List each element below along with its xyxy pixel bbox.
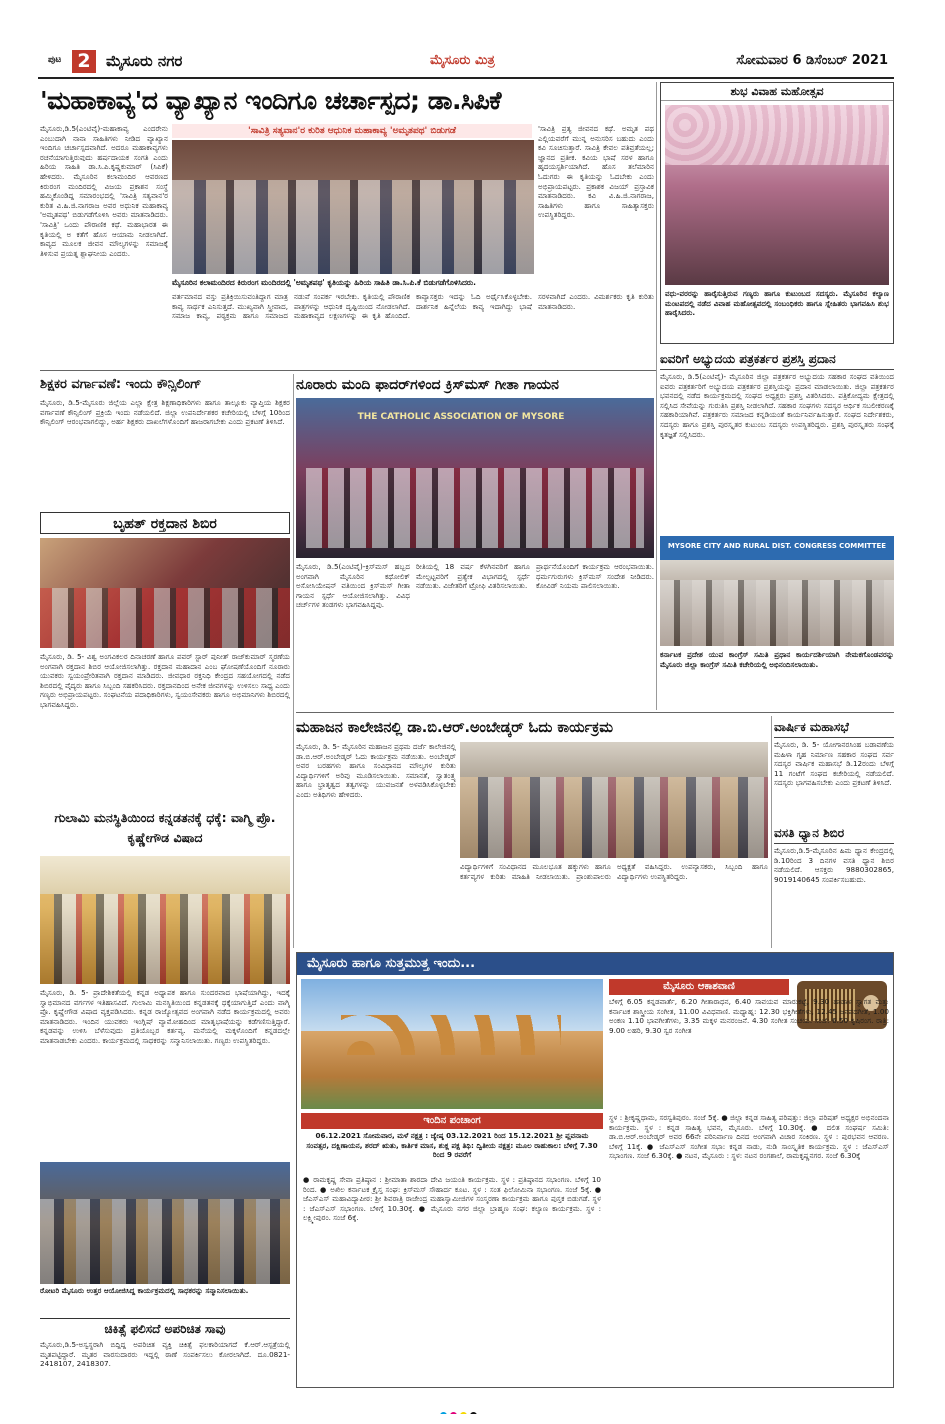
today-box: [296, 952, 894, 1388]
award-headline: ಐವರಿಗೆ ಅಭ್ಯುದಯ ಪತ್ರಕರ್ತರ ಪ್ರಶಸ್ತಿ ಪ್ರದಾನ: [660, 348, 894, 370]
slavery-body: ಮೈಸೂರು, ಡಿ. 5- ಪ್ರಾದೇಶಿಕತೆಯಲ್ಲಿ ಕನ್ನಡ ಅಧ್ಯಾಪಕ ಹಾಗೂ ಸುಂದರವಾದ ಭಾಷೆಯಾಗಿದ್ದು, ಇದಕ್ಕೆ ಸ್ವಾಭಿಮಾನದ ವರ್ಗಗಳ ಇತಿಹಾಸವಿದೆ. ಗುಲಾಮಿ ಮನಸ್ಥಿತಿಯಿಂದ ಕನ್ನಡತನಕ್ಕೆ ಧಕ್ಕೆಯಾಗುತ್ತಿದೆ ಎಂದು ವಾಗ್ಮಿ ಪ್ರೊ. ಕೃಷ್ಣೇಗೌಡ ವಿಷಾದ ವ್ಯಕ್ತಪಡಿಸಿದರು. ಕನ್ನಡ ರಾಜ್ಯೋತ್ಸವದ ಅಂಗವಾಗಿ ನಡೆದ ಕಾರ್ಯಕ್ರಮದಲ್ಲಿ ಅವರು ಮಾತನಾಡಿದರು. ಇಂದಿನ ಯುವಕರು ಇಂಗ್ಲಿಷ್ ವ್ಯಾಮೋಹದಿಂದ ಮಾತೃಭಾಷೆಯನ್ನು ಕಡೆಗಣಿಸುತ್ತಿದ್ದಾರೆ. ಕನ್ನಡವನ್ನು ಉಳಿಸಿ ಬೆಳೆಸುವುದು ಪ್ರತಿಯೊಬ್ಬರ ಕರ್ತವ್ಯ. ಮನೆಯಲ್ಲಿ ಮಕ್ಕಳೊಂದಿಗೆ ಕನ್ನಡದಲ್ಲೇ ಮಾತನಾಡಬೇಕು ಎಂದರು. ಕಾರ್ಯಕ್ರಮದಲ್ಲಿ ಸಾಧಕರನ್ನು ಸನ್ಮಾನಿಸಲಾಯಿತು. ಗಣ್ಯರು ಉಪಸ್ಥಿತರಿದ್ದರು.: [40, 988, 290, 1045]
wedding-floral-arch: [665, 105, 889, 165]
award-body: ಮೈಸೂರು, ಡಿ.5(ಎಂಟಿವೈ)- ಮೈಸೂರಿನ ಜಿಲ್ಲಾ ಪತ್ರಕರ್ತರ ಅಭ್ಯುದಯ ಸಹಕಾರ ಸಂಘದ ವತಿಯಿಂದ ಐವರು ಪತ್ರಕರ್ತರಿಗೆ ಅಭ್ಯುದಯ ಪತ್ರಕರ್ತರ ಪ್ರಶಸ್ತಿಯನ್ನು ಪ್ರದಾನ ಮಾಡಲಾಯಿತು. ಜಿಲ್ಲಾ ಪತ್ರಕರ್ತರ ಭವನದಲ್ಲಿ ನಡೆದ ಕಾರ್ಯಕ್ರಮದಲ್ಲಿ ಸಂಘದ ಅಧ್ಯಕ್ಷರು ಪ್ರಶಸ್ತಿ ವಿತರಿಸಿದರು. ಪತ್ರಿಕೋದ್ಯಮ ಕ್ಷೇತ್ರದಲ್ಲಿ ಸಲ್ಲಿಸಿದ ಸೇವೆಯನ್ನು ಗುರುತಿಸಿ ಪ್ರಶಸ್ತಿ ನೀಡಲಾಗಿದೆ. ಸಹಕಾರ ಸಂಘಗಳು ಸದಸ್ಯರ ಆರ್ಥಿಕ ಸಬಲೀಕರಣಕ್ಕೆ ಸಹಕಾರಿಯಾಗಿವೆ. ಪತ್ರಕರ್ತರು ಸಮಾಜದ ಕನ್ನಡಿಯಂತೆ ಕಾರ್ಯನಿರ್ವಹಿಸುತ್ತಾರೆ. ಸಂಘದ ನಿರ್ದೇಶಕರು, ಸದಸ್ಯರು ಹಾಗೂ ಪ್ರಶಸ್ತಿ ಪುರಸ್ಕೃತರ ಕುಟುಂಬ ಸದಸ್ಯರು ಉಪಸ್ಥಿತರಿದ್ದರು. ಪ್ರಶಸ್ತಿ ಪುರಸ್ಕೃತರು ಸಂಘಕ್ಕೆ ಕೃತಜ್ಞತೆ ಸಲ್ಲಿಸಿದರು.: [660, 372, 894, 439]
congress-photo: [660, 536, 894, 646]
black-dot: [470, 1412, 477, 1414]
slavery-photo-2: [40, 1162, 290, 1284]
christmas-col-2: ರೀತಿಯಲ್ಲಿ 18 ವರ್ಷ ಕೆಳಗಿನವರಿಗೆ ಹಾಗೂ ಮೇಲ್ಪಟ್ಟವರಿಗೆ ಪ್ರತ್ಯೇಕ ವಿಭಾಗದಲ್ಲಿ ಸ್ಪರ್ಧೆ ನಡೆಯಿತು. ವಿಜೇತರಿಗೆ ಟ್ರೋಫಿ ವಿತರಿಸಲಾಯಿತು.: [416, 562, 530, 591]
column-rule: [656, 82, 657, 710]
lead-photo-people: [172, 180, 534, 274]
wedding-caption: ವಧು-ವರರನ್ನು ಹಾರೈಸುತ್ತಿರುವ ಗಣ್ಯರು ಹಾಗೂ ಕುಟುಂಬದ ಸದಸ್ಯರು. ಮೈಸೂರಿನ ಕಲ್ಯಾಣ ಮಂಟಪದಲ್ಲಿ ನಡೆದ ವಿವಾಹ ಮಹೋತ್ಸವದಲ್ಲಿ ಸಂಬಂಧಿಕರು ಹಾಗೂ ಸ್ನೇಹಿತರು ಭಾಗವಹಿಸಿ ಶುಭ ಹಾರೈಸಿದರು.: [665, 289, 889, 318]
lead-photo-caption: ಮೈಸೂರಿನ ಕಲಾಮಂದಿರದ ಕಿರುರಂಗ ಮಂದಿರದಲ್ಲಿ 'ಅಮೃತಪಥ' ಕೃತಿಯನ್ನು ಹಿರಿಯ ಸಾಹಿತಿ ಡಾ.ಸಿ.ಪಿ.ಕೆ ಬಿಡುಗಡೆಗೊಳಿಸಿದರು.: [172, 278, 477, 287]
christmas-choir: [306, 468, 644, 548]
lead-headline: 'ಮಹಾಕಾವ್ಯ'ದ ವ್ಯಾಖ್ಯಾನ ಇಂದಿಗೂ ಚರ್ಚಾಸ್ಪದ; ಡಾ.ಸಿಪಿಕೆ: [40, 86, 501, 115]
wedding-title: ಶುಭ ವಿವಾಹ ಮಹೋತ್ಸವ: [661, 83, 893, 101]
hostel-headline: ವಸತಿ ಧ್ಯಾನ ಶಿಬಿರ: [774, 822, 894, 844]
hostel-body: ಮೈಸೂರು,ಡಿ.5-ಮೈಸೂರಿನ ಹಿಮ ಧ್ಯಾನ ಕೇಂದ್ರದಲ್ಲಿ ಡಿ.10ರಿಂದ 3 ದಿನಗಳ ವಸತಿ ಧ್ಯಾನ ಶಿಬಿರ ನಡೆಯಲಿದೆ. ಆಸಕ್ತರು 9880302865, 9019140645 ಸಂಪರ್ಕಿಸಬಹುದು.: [774, 846, 894, 884]
column-rule: [293, 374, 294, 948]
lead-photo: [172, 140, 534, 274]
lead-column-1: ಮೈಸೂರು,ಡಿ.5(ಎಂಟಿವೈ)-ಮಹಾಕಾವ್ಯ ಎಂದರೇನು ಎಂಬುದಾಗಿ ನಾನಾ ಸಾಹಿತಿಗಳು ನೀಡಿದ ವ್ಯಾಖ್ಯಾನ ಇಂದಿಗೂ ಚರ್ಚಾಸ್ಪದವಾಗಿದೆ. ಅದರೂ ಮಹಾಕಾವ್ಯಗಳು ರಚನೆಯಾಗುತ್ತಿರುವುದು ಹರ್ಷದಾಯಕ ಸಂಗತಿ ಎಂದು ಹಿರಿಯ ಸಾಹಿತಿ ಡಾ.ಸಿ.ಪಿ.ಕೃಷ್ಣಕುಮಾರ್ (ಸಿಪಿಕೆ) ಹೇಳಿದರು. ಮೈಸೂರಿನ ಕಲಾಮಂದಿರ ಆವರಣದ ಕಿರುರಂಗ ಮಂದಿರದಲ್ಲಿ ವಿಜಯ ಪ್ರಕಾಶನ ಸಂಸ್ಥೆ ಹಮ್ಮಿಕೊಂಡಿದ್ದ ಸಮಾರಂಭದಲ್ಲಿ 'ಸಾವಿತ್ರಿ ಸತ್ಯವಾನ'ರ ಕುರಿತ ವಿ.ಹಿ.ಜಿ.ನಾಗರಾಜ ಅವರ ಅಧುನಿಕ ಮಹಾಕಾವ್ಯ 'ಅಮೃತಪಥ' ಬಿಡುಗಡೆಗೊಳಿಸಿ ಅವರು ಮಾತನಾಡಿದರು. 'ಸಾವಿತ್ರಿ' ಒಂದು ಪೌರಾಣಿಕ ಕಥೆ. ಮಹಾಭಾರತ ಈ ಕೃತಿಯಲ್ಲಿ ಅ ಕತೆಗೆ ಹೊಸ ಆಯಾಮ ನೀಡಲಾಗಿದೆ. ಕಾವ್ಯದ ಮೂಲಕ ಜೀವನ ಮೌಲ್ಯಗಳನ್ನು ಸಮಾಜಕ್ಕೆ ತಿಳಿಸುವ ಪ್ರಯತ್ನ ಶ್ಲಾಘನೀಯ ಎಂದರು.: [40, 124, 168, 258]
slavery-headline: ಗುಲಾಮಿ ಮನಸ್ಥಿತಿಯಿಂದ ಕನ್ನಡತನಕ್ಕೆ ಧಕ್ಕೆ: ವಾಗ್ಮಿ ಪ್ರೊ. ಕೃಷ್ಣೇಗೌಡ ವಿಷಾದ: [54, 810, 276, 845]
page-number: 2: [72, 50, 96, 73]
masthead: [38, 50, 892, 76]
blood-body: ಮೈಸೂರು, ಡಿ. 5- ವಿಶ್ವ ಅಂಗವಿಕಲರ ದಿನಾಚರಣೆ ಹಾಗೂ ಪವರ್ ಸ್ಟಾರ್ ಪುನೀತ್ ರಾಜ್‍ಕುಮಾರ್ ಸ್ಮರಣೆಯ ಅಂಗವಾಗಿ ರಕ್ತದಾನ ಶಿಬಿರ ಆಯೋಜಿಸಲಾಗಿತ್ತು. ರಕ್ತದಾನ ಮಹಾದಾನ ಎಂಬ ಘೋಷಣೆಯೊಂದಿಗೆ ನೂರಾರು ಯುವಕರು ಸ್ವಯಂಪ್ರೇರಿತವಾಗಿ ರಕ್ತದಾನ ಮಾಡಿದರು. ಜೀವಧಾರ ರಕ್ತನಿಧಿ ಕೇಂದ್ರದ ಸಹಯೋಗದಲ್ಲಿ ನಡೆದ ಶಿಬಿರದಲ್ಲಿ ವೈದ್ಯರು ಹಾಗೂ ಸಿಬ್ಬಂದಿ ಸಹಕರಿಸಿದರು. ರಕ್ತದಾನದಿಂದ ಅನೇಕ ಜೀವಗಳನ್ನು ಉಳಿಸಲು ಸಾಧ್ಯ ಎಂದು ಗಣ್ಯರು ಅಭಿಪ್ರಾಯಪಟ್ಟರು. ಸಂಘಟನೆಯ ಪದಾಧಿಕಾರಿಗಳು, ಸ್ವಯಂಸೇವಕರು ಹಾಗೂ ಅಭಿಮಾನಿಗಳು ಶಿಬಿರದಲ್ಲಿ ಭಾಗವಹಿಸಿದ್ದರು.: [40, 652, 290, 709]
column-rule: [771, 716, 772, 948]
paper-name: ಮೈಸೂರು ಮಿತ್ರ: [430, 53, 495, 68]
slavery-photo-2-people: [40, 1199, 290, 1284]
palace-photo: [301, 979, 603, 1109]
blood-photo-people: [40, 588, 290, 649]
agm-body: ಮೈಸೂರು, ಡಿ. 5- ಯೋಗಾನರಸಿಂಹ ಬಡಾವಣೆಯ ಮಹಿಳಾ ಗೃಹ ನಿರ್ಮಾಣ ಸಹಕಾರ ಸಂಘದ ಸರ್ವ ಸದಸ್ಯರ ವಾರ್ಷಿಕ ಮಹಾಸಭೆ ಡಿ.12ರಂದು ಬೆಳಿಗ್ಗೆ 11 ಗಂಟೆಗೆ ಸಂಘದ ಕಚೇರಿಯಲ್ಲಿ ನಡೆಯಲಿದೆ. ಸದಸ್ಯರು ಭಾಗವಹಿಸಬೇಕು ಎಂದು ಪ್ರಕಟಣೆ ತಿಳಿಸಿದೆ.: [774, 740, 894, 788]
congress-caption: ಕರ್ನಾಟಕ ಪ್ರದೇಶ ಯುವ ಕಾಂಗ್ರೆಸ್ ಸಮಿತಿ ಪ್ರಧಾನ ಕಾರ್ಯದರ್ಶಿಯಾಗಿ ನೇಮಕಗೊಂಡವರನ್ನು ಮೈಸೂರು ಜಿಲ್ಲಾ ಕಾಂಗ್ರೆಸ್ ಸಮಿತಿ ಕಚೇರಿಯಲ್ಲಿ ಅಭಿನಂದಿಸಲಾಯಿತು.: [660, 650, 894, 669]
ambedkar-lamp-people: [460, 777, 768, 858]
panchanga-title: ಇಂದಿನ ಪಂಚಾಂಗ: [301, 1113, 603, 1129]
teachers-headline: ಶಿಕ್ಷಕರ ವರ್ಗಾವಣೆ: ಇಂದು ಕೌನ್ಸಿಲಿಂಗ್: [40, 377, 202, 392]
congress-people: [660, 580, 894, 646]
radio-text: ಬೆಳಿಗ್ಗೆ 6.05 ಕನ್ನಡವಾರ್ತೆ, 6.20 ಗೀತಾರಾಧನ, 6.40 ಸಾವಯವ ಮಾರುಕಟ್ಟೆ, 9.30 ಹಾಡಾಳ ಸ್ವಾಗತ ಮತ್ತು ಕರ್ನಾಟಕ ಶಾಸ್ತ್ರೀಯ ಸಂಗೀತ, 11.00 ವಿವಿಧವಾಣಿ. ಮಧ್ಯಾಹ್ನ: 12.30 ಭಕ್ತಿಗೀತೆಗಳು, 12.45 ಜನಪದಗೀತೆ, 1.00 ಅಂಕಣ 1.10 ಭಾವಗೀತೆಗಳು, 3.35 ಮಕ್ಕಳ ಮನರಂಜನೆ. 4.30 ಸಂಗೀತ ಸಂಚಯ. ಸಂಜೆ: 6.50 ಕೃಷಿರಂಗ. ರಾತ್ರಿ: 9.00 ಲಹರಿ, 9.30 ಸ್ವರ ಸಂಗೀತ: [609, 997, 889, 1035]
panchanga-text: 06.12.2021 ಸೋಮವಾರ, ಮಳೆ ನಕ್ಷತ್ರ : ಜ್ಯೇಷ್ಠ 03.12.2021 ರಿಂದ 15.12.2021 ಶ್ರೀ ಪ್ಲವನಾಮ ಸಂವತ್ಸರ, ದಕ್ಷಿಣಾಯನ, ಶರದ್ ಋತು, ಕಾರ್ತಿಕ ಮಾಸ, ಶುಕ್ಲ ಪಕ್ಷ ತಿಥಿ: ದ್ವಿತೀಯ ನಕ್ಷತ್ರ: ಮೂಲ ರಾಹುಕಾಲ: ಬೆಳಿಗ್ಗೆ 7.30 ರಿಂದ 9 ರವರೆಗೆ: [306, 1131, 598, 1160]
christmas-col-3: ಪ್ರಾರ್ಥನೆಯೊಂದಿಗೆ ಕಾರ್ಯಕ್ರಮ ಆರಂಭವಾಯಿತು. ಧರ್ಮಗುರುಗಳು ಕ್ರಿಸ್‌ಮಸ್ ಸಂದೇಶ ನೀಡಿದರು. ಕೋವಿಡ್ ನಿಯಮ ಪಾಲಿಸಲಾಯಿತು.: [536, 562, 654, 591]
fruitless-body: ಮೈಸೂರು,ಡಿ.5-ಅಸ್ವಸ್ಥರಾಗಿ ಬಿದ್ದಿದ್ದ ಅಪರಿಚಿತ ವ್ಯಕ್ತಿ ಚಿಕಿತ್ಸೆ ಫಲಕಾರಿಯಾಗದೆ ಕೆ.ಆರ್.ಆಸ್ಪತ್ರೆಯಲ್ಲಿ ಮೃತಪಟ್ಟಿದ್ದಾರೆ. ಮೃತರ ವಾರಸುದಾರರು ಇದ್ದಲ್ಲಿ ಠಾಣೆ ಸಂಪರ್ಕಿಸಲು ಕೋರಲಾಗಿದೆ. ದೂ.0821-2418107, 2418307.: [40, 1340, 290, 1369]
section-rule: [296, 712, 894, 713]
ambedkar-col-2: ವಿದ್ಯಾರ್ಥಿಗಳಿಗೆ ಸಂವಿಧಾನದ ಮೂಲಭೂತ ಹಕ್ಕುಗಳು ಹಾಗೂ ಕರ್ತವ್ಯಗಳ ಕುರಿತು ಮಾಹಿತಿ ನೀಡಲಾಯಿತು. ಪ್ರಾಂಶುಪಾಲರು ಅಧ್ಯಕ್ಷತೆ ವಹಿಸಿದ್ದರು. ಉಪನ್ಯಾಸಕರು, ಸಿಬ್ಬಂದಿ ಹಾಗೂ ವಿದ್ಯಾರ್ಥಿಗಳು ಉಪಸ್ಥಿತರಿದ್ದರು.: [460, 862, 768, 881]
congress-banner: MYSORE CITY AND RURAL DIST. CONGRESS COMMITTEE: [667, 542, 887, 550]
ambedkar-col-1: ಮೈಸೂರು, ಡಿ. 5- ಮೈಸೂರಿನ ಮಹಾಜನ ಪ್ರಥಮ ದರ್ಜೆ ಕಾಲೇಜಿನಲ್ಲಿ ಡಾ.ಬಿ.ಆರ್.ಅಂಬೇಡ್ಕರ್ ಓದು ಕಾರ್ಯಕ್ರಮ ನಡೆಯಿತು. ಅಂಬೇಡ್ಕರ್ ಅವರ ಬರಹಗಳು ಹಾಗೂ ಸಂವಿಧಾನದ ಮೌಲ್ಯಗಳ ಕುರಿತು ವಿದ್ಯಾರ್ಥಿಗಳಿಗೆ ಅರಿವು ಮೂಡಿಸಲಾಯಿತು. ಸಮಾನತೆ, ಸ್ವಾತಂತ್ರ್ಯ ಹಾಗೂ ಭ್ರಾತೃತ್ವದ ತತ್ವಗಳನ್ನು ಯುವಜನತೆ ಅಳವಡಿಸಿಕೊಳ್ಳಬೇಕು ಎಂದು ಅತಿಥಿಗಳು ಹೇಳಿದರು.: [296, 742, 456, 799]
wedding-photo: [665, 105, 889, 285]
lead-kicker: 'ಸಾವಿತ್ರಿ ಸತ್ಯವಾನ'ರ ಕುರಿತ ಆಧುನಿಕ ಮಹಾಕಾವ್ಯ 'ಅಮೃತಪಥ' ಬಿಡುಗಡೆ: [172, 124, 532, 138]
radio-title: ಮೈಸೂರು ಆಕಾಶವಾಣಿ: [609, 979, 789, 995]
blood-headline: ಬೃಹತ್ ರಕ್ತದಾನ ಶಿಬಿರ: [40, 512, 290, 534]
issue-date: ಸೋಮವಾರ 6 ಡಿಸೆಂಬರ್ 2021: [736, 53, 888, 68]
blood-photo: [40, 538, 290, 648]
page-label: ಪುಟ: [48, 55, 62, 65]
yellow-dot: [460, 1412, 467, 1414]
section-rule: [40, 370, 656, 371]
today-title: ಮೈಸೂರು ಹಾಗೂ ಸುತ್ತಮುತ್ತ ಇಂದು...: [297, 953, 893, 975]
magenta-dot: [450, 1412, 457, 1414]
teachers-body: ಮೈಸೂರು, ಡಿ.5-ಮೈಸೂರು ಜಿಲ್ಲೆಯ ಎಲ್ಲಾ ಕ್ಷೇತ್ರ ಶಿಕ್ಷಣಾಧಿಕಾರಿಗಳು ಹಾಗೂ ತಾಲ್ಲೂಕು ವ್ಯಾಪ್ತಿಯ ಶಿಕ್ಷಕರ ವರ್ಗಾವಣೆ ಕೌನ್ಸಿಲಿಂಗ್ ಪ್ರಕ್ರಿಯೆ ಇಂದು ನಡೆಯಲಿದೆ. ಜಿಲ್ಲಾ ಉಪನಿರ್ದೇಶಕರ ಕಚೇರಿಯಲ್ಲಿ ಬೆಳಿಗ್ಗೆ 10ರಿಂದ ಕೌನ್ಸಿಲಿಂಗ್ ಆರಂಭವಾಗಲಿದ್ದು, ಅರ್ಹ ಶಿಕ್ಷಕರು ದಾಖಲೆಗಳೊಂದಿಗೆ ಹಾಜರಾಗಬೇಕು ಎಂದು ಪ್ರಕಟಣೆ ತಿಳಿಸಿದೆ.: [40, 398, 290, 427]
masthead-rule: [38, 77, 894, 79]
slavery-photo: [40, 856, 290, 984]
ambedkar-photo: [460, 742, 768, 858]
registration-marks: [440, 1404, 520, 1414]
christmas-photo: [296, 398, 654, 558]
christmas-headline: ನೂರಾರು ಮಂದಿ ಫಾದರ್‌ಗಳಿಂದ ಕ್ರಿಸ್‌ಮಸ್ ಗೀತಾ ಗಾಯನ: [296, 377, 559, 393]
slavery-people: [40, 894, 290, 984]
events-right: ಸ್ಥಳ : ಶ್ರೀಕೃಷ್ಣಧಾಮ, ಸರಸ್ವತಿಪುರಂ. ಸಂಜೆ 5ಕ್ಕೆ. ● ಜಿಲ್ಲಾ ಕನ್ನಡ ಸಾಹಿತ್ಯ ಪರಿಷತ್ತು: ಜಿಲ್ಲಾ ಪರಿಷತ್ ಅಧ್ಯಕ್ಷರ ಅಭಿನಂದನಾ ಕಾರ್ಯಕ್ರಮ. ಸ್ಥಳ : ಕನ್ನಡ ಸಾಹಿತ್ಯ ಭವನ, ಮೈಸೂರು. ಬೆಳಿಗ್ಗೆ 10.30ಕ್ಕೆ. ● ದಲಿತ ಸಂಘರ್ಷ ಸಮಿತಿ: ಡಾ.ಬಿ.ಆರ್.ಅಂಬೇಡ್ಕರ್ ಅವರ 66ನೇ ಪರಿನಿರ್ವಾಣ ದಿನದ ಅಂಗವಾಗಿ ವಿಚಾರ ಸಂಕಿರಣ. ಸ್ಥಳ : ಪುರಭವನ ಆವರಣ. ಬೆಳಿಗ್ಗೆ 11ಕ್ಕೆ. ● ಜೆಎಸ್‌ಎಸ್ ಸಂಗೀತ ಸಭಾ: ಕನ್ನಡ ನಾಡು, ನುಡಿ ಸಾಂಸ್ಕೃತಿಕ ಕಾರ್ಯಕ್ರಮ. ಸ್ಥಳ : ಜೆಎಸ್‌ಎಸ್ ಸಭಾಂಗಣ. ಸಂಜೆ 6.30ಕ್ಕೆ. ● ನಟನ, ಮೈಸೂರು : ಸ್ಥಳ: ನಟನ ರಂಗಶಾಲೆ, ರಾಮಕೃಷ್ಣನಗರ. ಸಂಜೆ 6.30ಕ್ಕೆ: [609, 1113, 889, 1161]
ambedkar-headline: ಮಹಾಜನ ಕಾಲೇಜಿನಲ್ಲಿ ಡಾ.ಬಿ.ಆರ್.ಅಂಬೇಡ್ಕರ್ ಓದು ಕಾರ್ಯಕ್ರಮ: [296, 720, 614, 736]
cyan-dot: [440, 1412, 447, 1414]
agm-headline: ವಾರ್ಷಿಕ ಮಹಾಸಭೆ: [774, 716, 894, 738]
lead-lower-text: ವರ್ತಮಾನದ ವಸ್ತು ಪ್ರತಿಕ್ರಿಯಿಸುವಂತಿದ್ದಾಗ ಮಾತ್ರ ಕಾವ್ಯ ಸಾರ್ಥಕ ಎನಿಸುತ್ತದೆ. ಮುಖ್ಯವಾಗಿ ಸ್ತ್ರೀವಾದ, ಸಮಾಜ ಕಾವ್ಯ, ಪಠ್ಯಕ್ರಮ ಹಾಗೂ ಸಮಾಜದ ನಡುವೆ ಸಂಪರ್ಕ ಇರಬೇಕು. ಕೃತಿಯಲ್ಲಿ ಪೌರಾಣಿಕ ಪಾತ್ರಗಳನ್ನು ಆಧುನಿಕ ದೃಷ್ಟಿಯಿಂದ ನೋಡಲಾಗಿದೆ. ಮಹಾಕಾವ್ಯದ ಲಕ್ಷಣಗಳನ್ನು ಈ ಕೃತಿ ಹೊಂದಿದೆ. ಕಾವ್ಯಾಸಕ್ತರು ಇದನ್ನು ಓದಿ ಅರ್ಥೈಸಿಕೊಳ್ಳಬೇಕು. ದಾರ್ಶನಿಕ ಹಿನ್ನೆಲೆಯ ಕಾವ್ಯ ಇದಾಗಿದ್ದು ಭಾಷೆ ಸರಳವಾಗಿದೆ ಎಂದರು. ವಿಮರ್ಶಕರು ಕೃತಿ ಕುರಿತು ಮಾತನಾಡಿದರು.: [172, 292, 654, 321]
palace-domes: [341, 1015, 561, 1055]
events-left: ● ರಾಮಕೃಷ್ಣ ಸೇವಾ ಪ್ರತಿಷ್ಠಾನ : ಶ್ರೀಮಾತಾ ಶಾರದಾ ದೇವಿ ಜಯಂತಿ ಕಾರ್ಯಕ್ರಮ. ಸ್ಥಳ : ಪ್ರತಿಷ್ಠಾನದ ಸಭಾಂಗಣ. ಬೆಳಿಗ್ಗೆ 10 ರಿಂದ. ● ಅಖಿಲ ಕರ್ನಾಟಕ ಕ್ರೈಸ್ತ ಸಂಘ: ಕ್ರಿಸ್‌ಮಸ್ ಸೌಹಾರ್ದ ಕೂಟ. ಸ್ಥಳ : ಸಂತ ಫಿಲೋಮಿನಾ ಸಭಾಂಗಣ. ಸಂಜೆ 5ಕ್ಕೆ. ● ಜೆಎಸ್‌ಎಸ್ ಮಹಾವಿದ್ಯಾಪೀಠ: ಶ್ರೀ ಶಿವರಾತ್ರಿ ರಾಜೇಂದ್ರ ಮಹಾಸ್ವಾಮೀಜಿಗಳ ಸಂಸ್ಮರಣಾ ಕಾರ್ಯಕ್ರಮ ಹಾಗೂ ಪುಸ್ತಕ ಬಿಡುಗಡೆ. ಸ್ಥಳ : ಜೆಎಸ್‌ಎಸ್ ಸಭಾಂಗಣ. ಬೆಳಿಗ್ಗೆ 10.30ಕ್ಕೆ. ● ಮೈಸೂರು ನಗರ ಜಿಲ್ಲಾ ಬ್ರಾಹ್ಮಣ ಸಂಘ: ಕಲ್ಯಾಣ ಕಾರ್ಯಕ್ರಮ. ಸ್ಥಳ : ಲಕ್ಷ್ಮೀಪುರಂ. ಸಂಜೆ 6ಕ್ಕೆ.: [303, 1175, 601, 1223]
christmas-col-1: ಮೈಸೂರು, ಡಿ.5(ಎಂಟಿವೈ)-ಕ್ರಿಸ್‌ಮಸ್ ಹಬ್ಬದ ಅಂಗವಾಗಿ ಮೈಸೂರಿನ ಕಥೋಲಿಕ್ ಅಸೋಸಿಯೇಷನ್ ವತಿಯಿಂದ ಕ್ರಿಸ್‌ಮಸ್ ಗೀತಾ ಗಾಯನ ಸ್ಪರ್ಧೆ ಆಯೋಜಿಸಲಾಗಿತ್ತು. ವಿವಿಧ ಚರ್ಚ್‌ಗಳ ತಂಡಗಳು ಭಾಗವಹಿಸಿದ್ದವು.: [296, 562, 410, 610]
wedding-box: [660, 82, 894, 344]
lead-column-4: 'ಸಾವಿತ್ರಿ ಪ್ರತ್ಯ ಜೀವನದ ಕಥೆ. ಅಮೃತ ಪಥ ಎಲ್ಲಿಯವರೆಗೆ ಮುನ್ನ ಅನುಸರಿಸ ಬಹುದು ಎಂದು ಕವಿ ಸೂಚಿಸುತ್ತಾರೆ. ಸಾವಿತ್ರಿ ಕೇವಲ ಪತಿವ್ರತೆಯಲ್ಲ; ಜ್ಞಾನದ ಪ್ರತೀಕ. ಕವಿಯ ಭಾಷೆ ಸರಳ ಹಾಗೂ ಹೃದಯಸ್ಪರ್ಶಿಯಾಗಿದೆ. ಹೊಸ ತಲೆಮಾರಿನ ಓದುಗರು ಈ ಕೃತಿಯನ್ನು ಓದಬೇಕು ಎಂದು ಅಭಿಪ್ರಾಯಪಟ್ಟರು. ಪ್ರಕಾಶಕ ವಿಜಯ್ ಪ್ರಸ್ತಾವಿಕ ಮಾತನಾಡಿದರು. ಕವಿ ವಿ.ಹಿ.ಜಿ.ನಾಗರಾಜ, ಸಾಹಿತಿಗಳು ಹಾಗೂ ಸಾಹಿತ್ಯಾಸಕ್ತರು ಉಪಸ್ಥಿತರಿದ್ದರು.: [538, 124, 654, 220]
christmas-banner: THE CATHOLIC ASSOCIATION OF MYSORE: [357, 412, 565, 422]
section-name: ಮೈಸೂರು ನಗರ: [106, 52, 183, 70]
slavery-caption: ರೋಟರಿ ಮೈಸೂರು ಉತ್ತರ ಆಯೋಜಿಸಿದ್ದ ಕಾರ್ಯಕ್ರಮದಲ್ಲಿ ಸಾಧಕರನ್ನು ಸನ್ಮಾನಿಸಲಾಯಿತು.: [40, 1286, 249, 1295]
fruitless-headline: ಚಿಕಿತ್ಸೆ ಫಲಿಸದೆ ಅಪರಿಚಿತ ಸಾವು: [40, 1318, 290, 1338]
